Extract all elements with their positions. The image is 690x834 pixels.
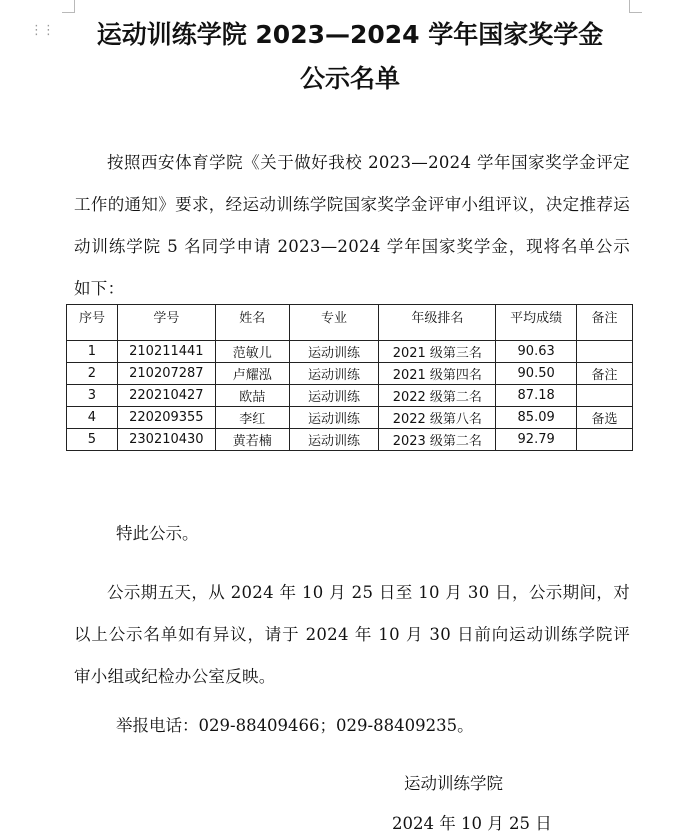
table-row bbox=[67, 407, 633, 429]
cell-index: 3 bbox=[67, 385, 118, 407]
drag-handle-icon[interactable]: ⋮⋮ bbox=[30, 23, 54, 38]
cell-student-id: 230210430 bbox=[117, 429, 215, 451]
objection-period-paragraph: 公示期五天，从 2024 年 10 月 25 日至 10 月 30 日，公示期间，对以上公示名单如有异议，请于 2024 年 10 月 30 日前向运动训练学院评审小组或纪检办公室反映。 bbox=[74, 583, 630, 686]
signature-organization: 运动训练学院 bbox=[404, 774, 503, 793]
cell-rank: 2023 级第二名 bbox=[379, 429, 496, 451]
cell-name: 卢耀泓 bbox=[215, 363, 289, 385]
report-hotline: 举报电话：029-88409466；029-88409235。 bbox=[116, 716, 474, 735]
cell-name: 黄若楠 bbox=[215, 429, 289, 451]
cell-student-id: 220209355 bbox=[117, 407, 215, 429]
cell-remark bbox=[577, 341, 633, 363]
header-index: 序号 bbox=[67, 305, 118, 341]
cell-student-id: 220210427 bbox=[117, 385, 215, 407]
document-title-line1: 运动训练学院 2023—2024 学年国家奖学金 bbox=[96, 20, 604, 49]
cell-remark bbox=[577, 385, 633, 407]
cell-remark bbox=[577, 429, 633, 451]
page-corner-marker-right bbox=[629, 0, 642, 13]
document-title-line2: 公示名单 bbox=[299, 64, 400, 93]
cell-name: 范敏儿 bbox=[215, 341, 289, 363]
cell-name: 李红 bbox=[215, 407, 289, 429]
cell-major: 运动训练 bbox=[289, 341, 379, 363]
table-row bbox=[67, 429, 633, 451]
cell-student-id: 210211441 bbox=[117, 341, 215, 363]
table-row bbox=[67, 385, 633, 407]
cell-average: 90.50 bbox=[496, 363, 577, 385]
cell-average: 90.63 bbox=[496, 341, 577, 363]
cell-index: 2 bbox=[67, 363, 118, 385]
table-header-row bbox=[67, 305, 633, 341]
header-student-id: 学号 bbox=[117, 305, 215, 341]
cell-rank: 2022 级第二名 bbox=[379, 385, 496, 407]
cell-student-id: 210207287 bbox=[117, 363, 215, 385]
notice-text: 特此公示。 bbox=[116, 524, 199, 543]
cell-rank: 2021 级第四名 bbox=[379, 363, 496, 385]
table-row bbox=[67, 363, 633, 385]
cell-average: 85.09 bbox=[496, 407, 577, 429]
cell-index: 5 bbox=[67, 429, 118, 451]
header-major: 专业 bbox=[289, 305, 379, 341]
scholarship-table bbox=[66, 304, 633, 451]
cell-major: 运动训练 bbox=[289, 385, 379, 407]
table-row bbox=[67, 341, 633, 363]
cell-index: 1 bbox=[67, 341, 118, 363]
header-average: 平均成绩 bbox=[496, 305, 577, 341]
cell-remark: 备选 bbox=[577, 407, 633, 429]
cell-average: 92.79 bbox=[496, 429, 577, 451]
cell-major: 运动训练 bbox=[289, 407, 379, 429]
cell-rank: 2022 级第八名 bbox=[379, 407, 496, 429]
cell-rank: 2021 级第三名 bbox=[379, 341, 496, 363]
signature-date: 2024 年 10 月 25 日 bbox=[392, 814, 552, 833]
cell-index: 4 bbox=[67, 407, 118, 429]
cell-major: 运动训练 bbox=[289, 429, 379, 451]
cell-average: 87.18 bbox=[496, 385, 577, 407]
header-remark: 备注 bbox=[577, 305, 633, 341]
cell-name: 欧喆 bbox=[215, 385, 289, 407]
intro-paragraph: 按照西安体育学院《关于做好我校 2023—2024 学年国家奖学金评定工作的通知》要求，经运动训练学院国家奖学金评审小组评议，决定推荐运动训练学院 5 名同学申请 2023—2024 学年国家奖学金，现将名单公示如下： bbox=[74, 153, 630, 298]
cell-remark: 备注 bbox=[577, 363, 633, 385]
header-name: 姓名 bbox=[215, 305, 289, 341]
header-rank: 年级排名 bbox=[379, 305, 496, 341]
cell-major: 运动训练 bbox=[289, 363, 379, 385]
page-corner-marker-left bbox=[62, 0, 75, 13]
